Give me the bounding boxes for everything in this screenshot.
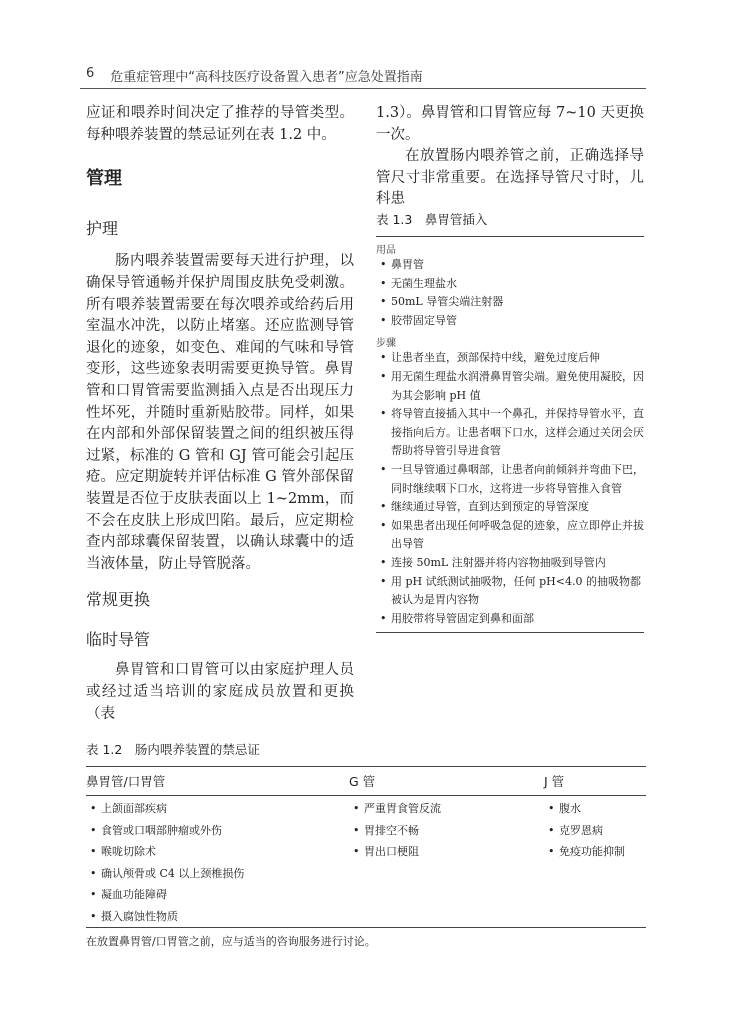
right-column [376, 103, 644, 211]
list-item: • 连接 50mL 注射器并将内容物抽吸到导管内 [376, 554, 644, 573]
column-header-g-tube: G 管 [349, 774, 376, 789]
steps-list [376, 349, 644, 628]
heading-routine-replacement: 常规更换 [86, 590, 151, 610]
column-header-ng-og: 鼻胃管/口胃管 [86, 774, 166, 789]
page-number: 6 [86, 66, 95, 81]
table-1-3-caption: 表 1.3 鼻胃管插入 [376, 210, 644, 237]
right-para-continuation: 1.3）。鼻胃管和口胃管应每 7~10 天更换一次。 [376, 105, 644, 143]
list-item: • 用胶带将导管固定到鼻和面部 [376, 610, 644, 629]
list-item: • 腹水 [544, 798, 646, 820]
table-1-3-bottom-rule [376, 632, 644, 633]
running-title: 危重症管理中“高科技医疗设备置入患者”应急处置指南 [110, 70, 423, 85]
list-item: • 凝血功能障碍 [86, 884, 349, 906]
list-item: • 严重胃食管反流 [349, 798, 544, 820]
temp-paragraph: 鼻胃管和口胃管可以由家庭护理人员或经过适当培训的家庭成员放置和更换（表 [86, 662, 354, 722]
list-item: • 如果患者出现任何呼吸急促的迹象，应立即停止并拔出导管 [376, 517, 644, 554]
list-item: • 胶带固定导管 [376, 312, 644, 331]
steps-label: 步骤 [376, 338, 396, 350]
supplies-label: 用品 [376, 245, 396, 256]
list-item: • 一旦导管通过鼻咽部，让患者向前倾斜并弯曲下巴，同时继续咽下口水，这将进一步将导管推入食管 [376, 461, 644, 498]
heading-care: 护理 [86, 218, 119, 238]
table-1-3 [376, 210, 644, 633]
care-paragraph: 肠内喂养装置需要每天进行护理，以确保导管通畅并保护周围皮肤免受刺激。所有喂养装置需要在每次喂养或给药后用室温水冲洗，以防止堵塞。还应监测导管退化的迹象，如变色、难闻的气味和导管变形，这些迹象表明需要更换导管。鼻胃管和口胃管需要监测插入点是否出现压力性坏死，并随时重新贴胶带。同样，如果在内部和外部保留装置之间的组织被压得过紧，标准的 G 管和 GJ 管可能会引起压疮。应定期旋转并评估标准 G 管外部保留装置是否位于皮肤表面以上 1~2mm，而不会在皮肤上形成凹陷。最后，应定期检查内部球囊保留装置，以确认球囊中的适当液体量，防止导管脱落。 [86, 253, 354, 572]
running-header [86, 66, 646, 85]
list-item: • 克罗恩病 [544, 820, 646, 842]
right-para-next: 在放置肠内喂养管之前，正确选择导管尺寸非常重要。在选择导管尺寸时，儿科患 [376, 148, 644, 208]
ng-og-contraindications [86, 798, 349, 927]
table-1-2-footnote: 在放置鼻胃管/口胃管之前，应与适当的咨询服务进行讨论。 [86, 935, 376, 948]
list-item: • 确认颅骨或 C4 以上颈椎损伤 [86, 863, 349, 885]
list-item: • 胃排空不畅 [349, 820, 544, 842]
heading-temporary-tubes: 临时导管 [86, 629, 151, 649]
left-column [86, 103, 354, 725]
supplies-list [376, 256, 644, 330]
list-item: • 用 pH 试纸测试抽吸物，任何 pH<4.0 的抽吸物都被认为是胃内容物 [376, 573, 644, 610]
list-item: • 免疫功能抑制 [544, 841, 646, 863]
list-item: • 50mL 导管尖端注射器 [376, 293, 644, 312]
list-item: • 食管或口咽部肿瘤或外伤 [86, 820, 349, 842]
table-1-2-header-row [86, 767, 646, 796]
list-item: • 摄入腐蚀性物质 [86, 906, 349, 928]
list-item: • 喉咙切除术 [86, 841, 349, 863]
table-1-2-body [86, 796, 646, 928]
table-1-2-caption: 表 1.2 肠内喂养装置的禁忌证 [86, 740, 646, 767]
intro-paragraph: 应证和喂养时间决定了推荐的导管类型。每种喂养装置的禁忌证列在表 1.2 中。 [86, 105, 354, 143]
column-header-j-tube: J 管 [544, 774, 565, 789]
list-item: • 用无菌生理盐水润滑鼻胃管尖端。避免使用凝胶，因为其会影响 pH 值 [376, 368, 644, 405]
list-item: • 无菌生理盐水 [376, 275, 644, 294]
list-item: • 上颌面部疾病 [86, 798, 349, 820]
list-item: • 将导管直接插入其中一个鼻孔，并保持导管水平，直接指向后方。让患者咽下口水，这样会通过关闭会厌帮助将导管引导进食管 [376, 405, 644, 461]
list-item: • 鼻胃管 [376, 256, 644, 275]
list-item: • 继续通过导管，直到达到预定的导管深度 [376, 498, 644, 517]
table-1-2 [86, 740, 646, 949]
list-item: • 让患者坐直，颈部保持中线，避免过度后伸 [376, 349, 644, 368]
list-item: • 胃出口梗阻 [349, 841, 544, 863]
g-tube-contraindications [349, 798, 544, 927]
header-rule [80, 88, 646, 89]
section-title-management: 管理 [86, 168, 122, 190]
j-tube-contraindications [544, 798, 646, 927]
